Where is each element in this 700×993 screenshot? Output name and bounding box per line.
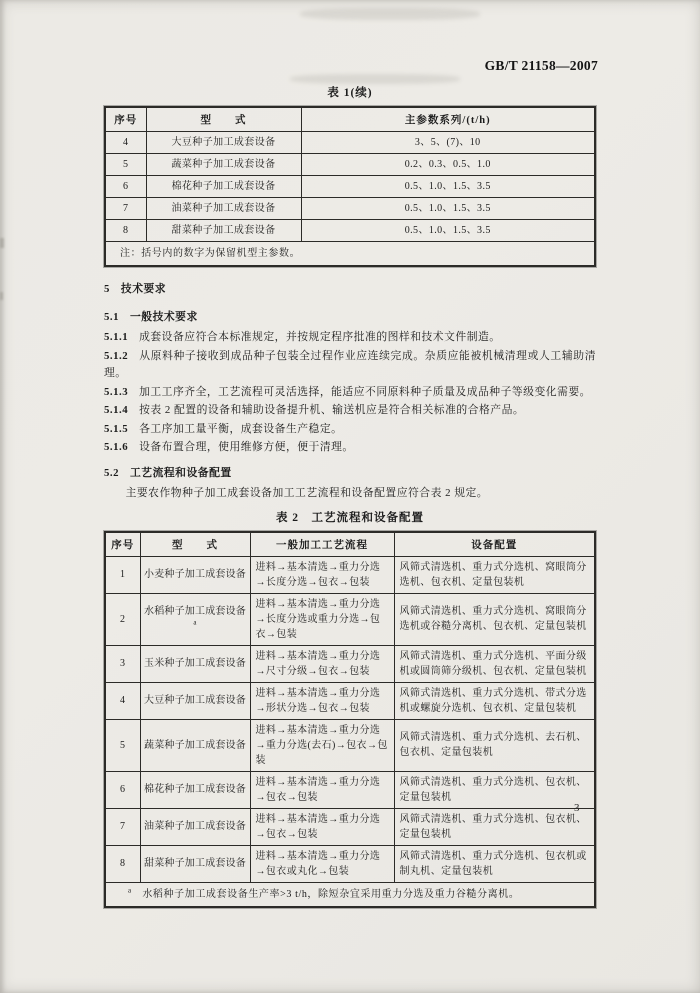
clause-text: 加工工序齐全，工艺流程可灵活选择，能适应不同原料种子质量及成品种子等级变化需要。	[139, 385, 591, 398]
clause-text: 按表 2 配置的设备和辅助设备提升机、输送机应是符合相关标准的合格产品。	[139, 404, 525, 416]
row-type: 大豆种子加工成套设备	[140, 682, 250, 719]
clause-title: 工艺流程和设备配置	[130, 466, 232, 479]
table1-note-row	[105, 242, 595, 267]
clause-number: 5.1.6	[104, 441, 129, 453]
row-equipment: 风筛式清选机、重力式分选机、平面分级机或圆筒筛分级机、包衣机、定量包装机	[394, 645, 595, 682]
clause-text: 成套设备应符合本标准规定，并按规定程序批准的图样和技术文件制造。	[139, 331, 501, 343]
row-type: 油菜种子加工成套设备	[146, 198, 301, 220]
scan-edge-mark	[0, 238, 4, 248]
clause-title: 技术要求	[120, 283, 167, 295]
row-params: 0.2、0.3、0.5、1.0	[301, 154, 595, 176]
row-params: 0.5、1.0、1.5、3.5	[301, 198, 595, 220]
row-process: 进料→基本清选→重力分选→尺寸分级→包衣→包装	[250, 645, 394, 682]
row-equipment: 风筛式清选机、重力式分选机、包衣机、定量包装机	[394, 771, 595, 808]
table2-header-process: 一般加工工艺流程	[250, 532, 394, 557]
row-equipment: 风筛式清选机、重力式分选机、包衣机或制丸机、定量包装机	[394, 845, 595, 882]
row-process: 进料→基本清选→重力分选→长度分选→包衣→包装	[250, 556, 394, 593]
row-process: 进料→基本清选→重力分选→长度分选或重力分选→包衣→包装	[250, 593, 394, 645]
table-row	[105, 808, 595, 845]
clause-number: 5.1.5	[104, 422, 129, 435]
clause-5-1-1	[104, 329, 596, 347]
row-no: 5	[105, 154, 146, 176]
clause-number: 5.1.1	[104, 331, 129, 343]
row-no: 7	[105, 808, 140, 845]
row-params: 3、5、(7)、10	[301, 132, 595, 154]
row-process: 进料→基本清选→重力分选→包衣→包装	[250, 771, 394, 808]
row-equipment: 风筛式清选机、重力式分选机、窝眼筒分选机或谷糙分离机、包衣机、定量包装机	[394, 593, 595, 645]
table-row	[105, 845, 595, 882]
row-no: 5	[105, 719, 140, 771]
row-no: 8	[105, 845, 140, 882]
row-process: 进料→基本清选→重力分选→形状分选→包衣→包装	[250, 682, 394, 719]
clause-5-2-paragraph	[104, 485, 596, 503]
table-row	[105, 220, 595, 242]
row-equipment: 风筛式清选机、重力式分选机、带式分选机或螺旋分选机、包衣机、定量包装机	[394, 682, 595, 719]
clause-number: 5.1.4	[104, 404, 129, 416]
table2-header-no: 序号	[105, 532, 140, 557]
row-equipment: 风筛式清选机、重力式分选机、窝眼筒分选机、包衣机、定量包装机	[394, 556, 595, 593]
table-row	[105, 593, 595, 645]
clause-text: 从原料种子接收到成品种子包装全过程作业应连续完成。杂质应能被机械清理或人工辅助清理。	[104, 349, 596, 379]
row-type: 油菜种子加工成套设备	[140, 808, 250, 845]
footnote-text: 水稻种子加工成套设备生产率>3 t/h，除短杂宜采用重力分选及重力谷糙分离机。	[142, 888, 520, 900]
row-no: 6	[105, 176, 146, 198]
clause-5-1-6	[104, 439, 596, 457]
table2-header-type: 型 式	[140, 532, 250, 557]
table1-header-row	[105, 107, 595, 132]
clause-title: 一般技术要求	[130, 310, 198, 323]
table2-footnote-row	[105, 882, 595, 907]
scan-edge-mark	[0, 292, 3, 300]
table2-footnote	[105, 882, 595, 907]
section-5-heading	[104, 281, 596, 299]
row-no: 4	[105, 132, 146, 154]
clause-text: 各工序加工量平衡，成套设备生产稳定。	[139, 422, 343, 435]
clause-number: 5.2	[104, 466, 119, 479]
table1-note: 注：括号内的数字为保留机型主参数。	[105, 242, 595, 267]
clause-5-1-4	[104, 402, 596, 420]
table1-main-parameters	[104, 106, 596, 267]
table1-caption: 表 1(续)	[327, 87, 373, 99]
row-process: 进料→基本清选→重力分选→包衣→包装	[250, 808, 394, 845]
table-row	[105, 176, 595, 198]
table-row	[105, 682, 595, 719]
table-row	[105, 154, 595, 176]
row-type: 小麦种子加工成套设备	[140, 556, 250, 593]
row-type: 甜菜种子加工成套设备	[140, 845, 250, 882]
row-type: 甜菜种子加工成套设备	[146, 220, 301, 242]
row-params: 0.5、1.0、1.5、3.5	[301, 176, 595, 198]
row-no: 1	[105, 556, 140, 593]
table-row	[105, 198, 595, 220]
page-number: 3	[574, 802, 580, 814]
clause-5-1-2	[104, 348, 596, 383]
row-equipment: 风筛式清选机、重力式分选机、包衣机、定量包装机	[394, 808, 595, 845]
row-no: 8	[105, 220, 146, 242]
clause-number: 5.1.3	[104, 385, 129, 398]
row-params: 0.5、1.0、1.5、3.5	[301, 220, 595, 242]
clause-5-1-3	[104, 384, 596, 402]
section-5-2-heading	[104, 465, 596, 483]
table-row	[105, 771, 595, 808]
clause-text: 设备布置合理，使用维修方便，便于清理。	[139, 441, 354, 453]
clause-number: 5.1	[104, 310, 119, 323]
table-row	[105, 132, 595, 154]
row-process: 进料→基本清选→重力分选→重力分选(去石)→包衣→包装	[250, 719, 394, 771]
row-type: 蔬菜种子加工成套设备	[146, 154, 301, 176]
table1-header-no: 序号	[105, 107, 146, 132]
table2-caption: 表 2 工艺流程和设备配置	[275, 511, 425, 524]
table1-header-type: 型 式	[146, 107, 301, 132]
row-process: 进料→基本清选→重力分选→包衣或丸化→包装	[250, 845, 394, 882]
table2-header-row	[105, 532, 595, 557]
row-type: 大豆种子加工成套设备	[146, 132, 301, 154]
table1-header-params: 主参数系列/(t/h)	[301, 107, 595, 132]
row-no: 3	[105, 645, 140, 682]
row-equipment: 风筛式清选机、重力式分选机、去石机、包衣机、定量包装机	[394, 719, 595, 771]
row-no: 6	[105, 771, 140, 808]
standard-code-header: GB/T 21158—2007	[484, 58, 598, 73]
row-type: 棉花种子加工成套设备	[140, 771, 250, 808]
table-row	[105, 556, 595, 593]
footnote-marker: a	[128, 886, 132, 895]
row-no: 7	[105, 198, 146, 220]
table-row	[105, 719, 595, 771]
row-type: 玉米种子加工成套设备	[140, 645, 250, 682]
clause-text: 主要农作物种子加工成套设备加工工艺流程和设备配置应符合表 2 规定。	[125, 487, 489, 499]
row-no: 2	[105, 593, 140, 645]
table2-header-equipment: 设备配置	[394, 532, 595, 557]
technical-requirements-section	[104, 281, 596, 503]
row-type: 棉花种子加工成套设备	[146, 176, 301, 198]
clause-5-1-5	[104, 421, 596, 439]
clause-number: 5.1.2	[104, 349, 129, 362]
row-type: 蔬菜种子加工成套设备	[140, 719, 250, 771]
clause-number: 5	[104, 283, 110, 295]
table-row	[105, 645, 595, 682]
section-5-1-heading	[104, 309, 596, 327]
page-content	[104, 0, 596, 908]
row-no: 4	[105, 682, 140, 719]
row-type: 水稻种子加工成套设备$^a$	[140, 593, 250, 645]
table2-process-and-equipment	[104, 531, 596, 908]
